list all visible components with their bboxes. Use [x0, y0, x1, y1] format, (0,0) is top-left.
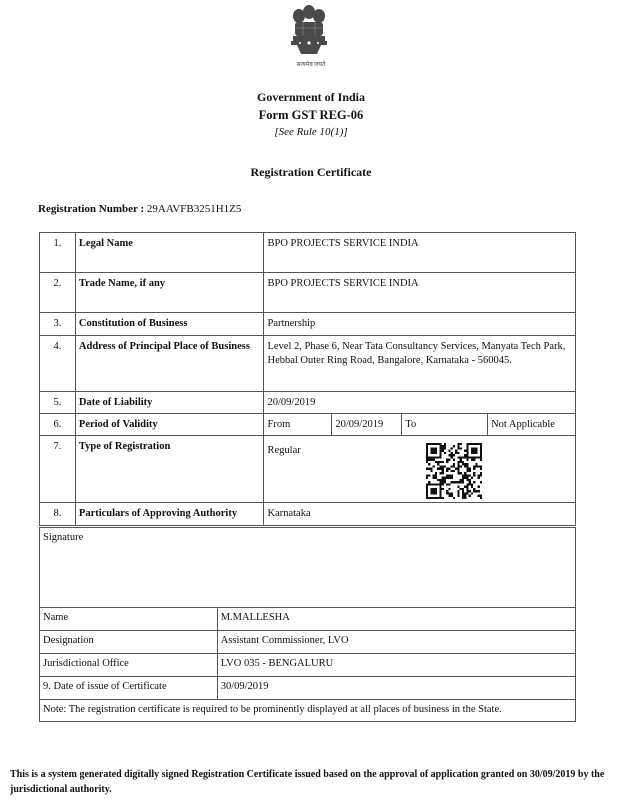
- row-number: 2.: [40, 273, 76, 313]
- details-table: [39, 232, 576, 526]
- row-number: 3.: [40, 313, 76, 336]
- government-heading: Government of India: [257, 90, 365, 104]
- jurisdictional-office-value: LVO 035 - BENGALURU: [217, 654, 575, 677]
- table-row: [40, 313, 576, 336]
- certificate-title: Registration Certificate: [250, 165, 372, 179]
- table-row: [40, 503, 576, 526]
- table-row: [40, 436, 576, 503]
- liability-date-value: 20/09/2019: [264, 392, 576, 414]
- address-label: Address of Principal Place of Business: [75, 336, 264, 392]
- signature-table: [39, 527, 576, 722]
- row-number: 6.: [40, 414, 76, 436]
- registration-number-label: Registration Number :: [38, 203, 145, 215]
- registration-type-cell: [264, 436, 576, 503]
- validity-to-label: To: [402, 414, 488, 436]
- table-row: [40, 608, 576, 631]
- validity-label: Period of Validity: [75, 414, 264, 436]
- emblem-motto: सत्यमेव जयते: [296, 62, 326, 68]
- validity-from-label: From: [264, 414, 332, 436]
- validity-from-value: 20/09/2019: [332, 414, 402, 436]
- name-value: M.MALLESHA: [217, 608, 575, 631]
- trade-name-label: Trade Name, if any: [75, 273, 264, 313]
- row-number: 4.: [40, 336, 76, 392]
- table-row: [40, 631, 576, 654]
- signature-row: [40, 528, 576, 608]
- row-number: 8.: [40, 503, 76, 526]
- table-row: [40, 654, 576, 677]
- constitution-label: Constitution of Business: [75, 313, 264, 336]
- qr-code-icon: [426, 443, 482, 499]
- issue-date-label: 9. Date of issue of Certificate: [40, 677, 218, 700]
- table-row: [40, 336, 576, 392]
- liability-date-label: Date of Liability: [75, 392, 264, 414]
- table-row: [40, 392, 576, 414]
- table-row: [40, 414, 576, 436]
- table-row: [40, 233, 576, 273]
- legal-name-value: BPO PROJECTS SERVICE INDIA: [264, 233, 576, 273]
- row-number: 5.: [40, 392, 76, 414]
- validity-to-value: Not Applicable: [488, 414, 576, 436]
- jurisdictional-office-label: Jurisdictional Office: [40, 654, 218, 677]
- row-number: 7.: [40, 436, 76, 503]
- table-row: [40, 700, 576, 722]
- rule-reference: [See Rule 10(1)]: [274, 126, 348, 138]
- registration-number-value: 29AAVFB3251H1Z5: [146, 203, 242, 215]
- issue-date-value: 30/09/2019: [217, 677, 575, 700]
- registration-type-value: Regular: [267, 445, 301, 456]
- row-number: 1.: [40, 233, 76, 273]
- designation-value: Assistant Commissioner, LVO: [217, 631, 575, 654]
- signature-label: Signature: [40, 528, 576, 608]
- address-value: Level 2, Phase 6, Near Tata Consultancy Services, Manyata Tech Park, Hebbal Outer Ring Road, Bangalore, Karnataka - 560045.: [264, 336, 576, 392]
- legal-name-label: Legal Name: [75, 233, 264, 273]
- footer-note: This is a system generated digitally signed Registration Certificate issued based on the approval of application granted on 30/09/2019 by the jurisdictional authority.: [10, 769, 605, 795]
- registration-type-label: Type of Registration: [75, 436, 264, 503]
- constitution-value: Partnership: [264, 313, 576, 336]
- trade-name-value: BPO PROJECTS SERVICE INDIA: [264, 273, 576, 313]
- display-note: Note: The registration certificate is required to be prominently displayed at all places of business in the State.: [40, 700, 576, 722]
- approving-authority-label: Particulars of Approving Authority: [75, 503, 264, 526]
- name-label: Name: [40, 608, 218, 631]
- table-row: [40, 273, 576, 313]
- registration-number-line: [38, 203, 241, 215]
- form-title: Form GST REG-06: [258, 108, 364, 122]
- designation-label: Designation: [40, 631, 218, 654]
- approving-authority-value: Karnataka: [264, 503, 576, 526]
- table-row: [40, 677, 576, 700]
